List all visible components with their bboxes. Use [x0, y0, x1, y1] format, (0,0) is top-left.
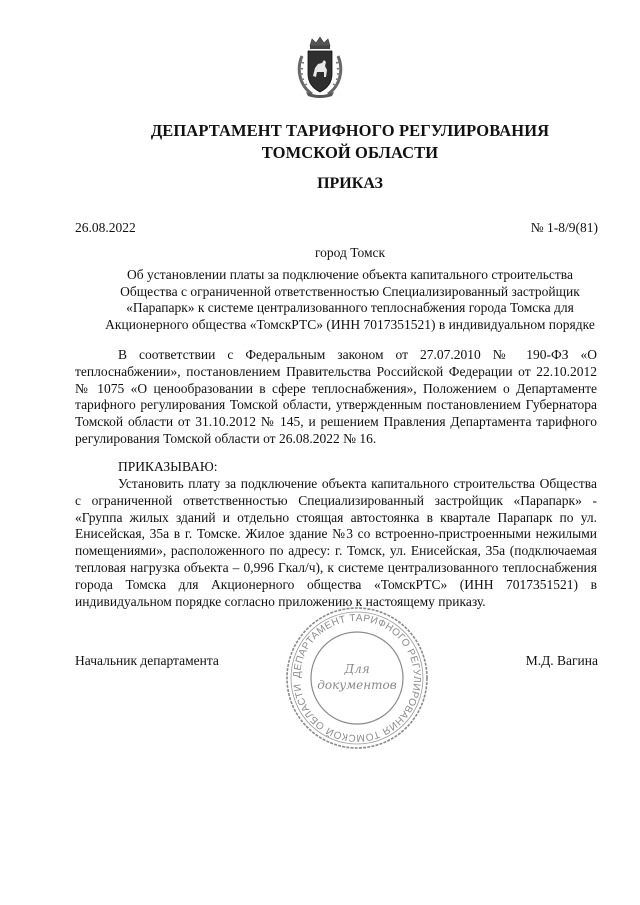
- signer-name: М.Д. Вагина: [525, 653, 598, 668]
- department-title-line1: ДЕПАРТАМЕНТ ТАРИФНОГО РЕГУЛИРОВАНИЯ: [150, 121, 550, 140]
- official-stamp: [284, 605, 430, 751]
- coat-of-arms-icon: [296, 36, 344, 98]
- body-paragraph-order: Установить плату за подключение объекта капитального строительства Общества с ограниченной ответственностью Специализированный застройщик «Парапарк» - «Группа жилых зданий и отдельно стоящая автостоянка в квартале Парапарк по ул. Енисейская, 35а в г. Томске. Жилое здание №3 со встроенно-пристроенными нежилыми помещениями», расположенного по адресу: г. Томск, ул. Енисейская, 35а (подключаемая тепловая нагрузка объекта – 0,996 Гкал/ч), к системе централизованного теплоснабжения города Томска для Акционерного общества «ТомскРТС» (ИНН 7017351521) в индивидуальном порядке согласно приложению к настоящему приказу.: [75, 476, 597, 609]
- signer-position: Начальник департамента: [75, 653, 219, 668]
- subject-line: «Парапарк» к системе централизованного теплоснабжения города Томска для: [126, 300, 574, 315]
- body-paragraph-legal-basis: В соответствии с Федеральным законом от 27.07.2010 № 190-ФЗ «О теплоснабжении», постановлением Правительства Российской Федерации от 22.10.2012 № 1075 «О ценообразовании в сфере теплоснабжения», Положением о Департаменте тарифного регулирования Томской области, утвержденным постановлением Губернатора Томской области от 31.10.2012 № 145, и решением Правления Департамента тарифного регулирования Томской области от 26.08.2022 № 16.: [75, 347, 597, 446]
- document-type: ПРИКАЗ: [317, 175, 383, 192]
- document-number: № 1-8/9(81): [530, 220, 598, 235]
- department-title-line2: ТОМСКОЙ ОБЛАСТИ: [261, 143, 439, 162]
- document-subject: [60, 267, 640, 333]
- subject-line: Акционерного общества «ТомскРТС» (ИНН 7017351521) в индивидуальном порядке: [105, 316, 595, 332]
- document-city: город Томск: [314, 245, 386, 260]
- order-word: ПРИКАЗЫВАЮ:: [118, 459, 218, 474]
- document-date: 26.08.2022: [75, 220, 136, 235]
- subject-line: Общества с ограниченной ответственностью Специализированный застройщик: [120, 283, 580, 299]
- stamp-center-line2: документов: [317, 678, 397, 692]
- department-title: [60, 120, 640, 164]
- subject-line: Об установлении платы за подключение объекта капитального строительства: [126, 267, 573, 282]
- stamp-ring-textpath: ДЕПАРТАМЕНТ ТАРИФНОГО РЕГУЛИРОВАНИЯ ТОМСКОЙ ОБЛАСТИ: [291, 612, 423, 744]
- stamp-center-line1: Для: [344, 662, 370, 676]
